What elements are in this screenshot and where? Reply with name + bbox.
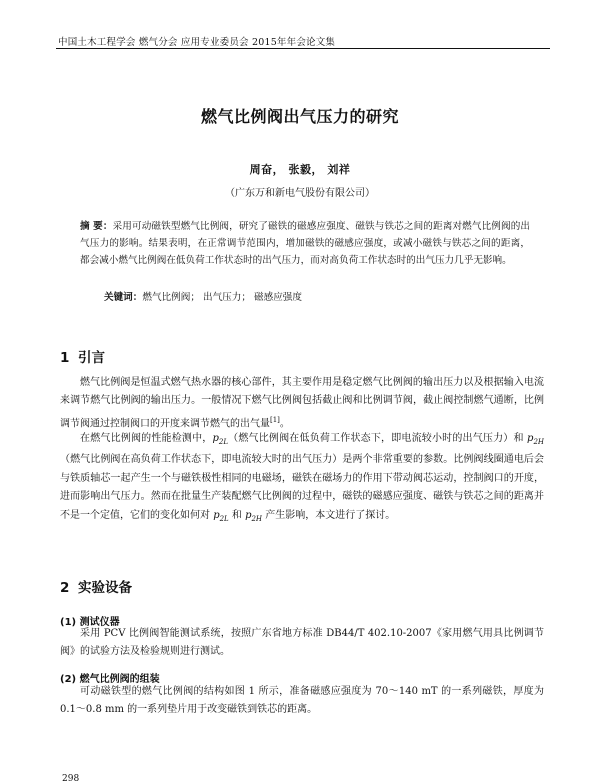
- symbol-p2l: [212, 433, 228, 444]
- symbol-p2h-base-2: p: [245, 509, 252, 521]
- intro-paragraph-2: [60, 430, 544, 528]
- assembly-paragraph: 可动磁铁型的燃气比例阀的结构如图 1 所示，准备磁感应强度为 70～140 mT 的一系列磁铁，厚度为 0.1～0.8 mm 的一系列垫片用于改变磁铁到铁芯的距离。: [60, 686, 544, 716]
- intro-paragraph-2-part-e: 产生影响，本文进行了探讨。: [262, 509, 396, 521]
- keywords: [104, 289, 524, 303]
- intro-paragraph-2-part-b: （燃气比例阀在低负荷工作状态下，即电流较小时的出气压力）和: [227, 433, 528, 444]
- symbol-p2h-base: p: [527, 433, 534, 444]
- intro-paragraph-1: [60, 374, 544, 434]
- abstract-label: 摘 要：: [80, 221, 113, 232]
- symbol-p2h-sub-2: 2H: [251, 514, 263, 523]
- symbol-p2l-sub: 2L: [218, 438, 228, 446]
- keywords-label: 关键词：: [104, 292, 143, 303]
- affiliation: （广东万和新电气股份有限公司）: [225, 188, 375, 199]
- subsection-heading-instrument: (1) 测试仪器: [60, 617, 120, 628]
- symbol-p2l-sub-2: 2L: [219, 514, 229, 523]
- author-list: 周奋， 张毅， 刘祥: [249, 163, 351, 176]
- abstract-text: 采用可动磁铁型燃气比例阀，研究了磁铁的磁感应强度、磁铁与铁芯之间的距离对燃气比例阀的出气压力的影响。结果表明，在正常调节范围内，增加磁铁的磁感应强度，或减小磁铁与铁芯之间的距离，都会减小燃气比例阀在低负荷工作状态时的出气压力，而对高负荷工作状态时的出气压力几乎无影响。: [80, 221, 531, 267]
- section-title-2: 实验设备: [78, 580, 132, 596]
- citation-ref: [1]: [270, 415, 280, 424]
- subsection-heading-assembly: (2) 燃气比例阀的组装: [60, 674, 160, 685]
- symbol-p2l-base: p: [212, 433, 219, 444]
- page-number: 298: [62, 774, 80, 784]
- keywords-text: 燃气比例阀； 出气压力； 磁感应强度: [142, 292, 302, 303]
- section-title: 引言: [78, 350, 105, 366]
- running-header: 中国土木工程学会 燃气分会 应用专业委员会 2015年年会论文集: [58, 37, 336, 48]
- intro-paragraph-2-part-c: （燃气比例阀在高负荷工作状态下，即电流较大时的出气压力）是两个非常重要的参数。比例阀线圈通电后会与铁质轴芯一起产生一个与磁铁极性相同的电磁场，磁铁在磁场力的作用下带动阀芯运动，控制阀口的开度，进而影响出气压力。然而在批量生产装配燃气比例阀的过程中，磁铁的磁感应强度、磁铁与铁芯之间的距离并不是一个定值，它们的变化如何对: [60, 454, 544, 521]
- section-heading-equipment: [60, 576, 132, 596]
- instrument-paragraph: 采用 PCV 比例阀智能测试系统，按照广东省地方标准 DB44/T 402.10-2007《家用燃气用具比例调节阀》的试验方法及检验规则进行测试。: [60, 628, 544, 658]
- symbol-p2l-2: [213, 510, 229, 521]
- section-number: 1: [60, 350, 70, 366]
- intro-paragraph-2-part-a: 在燃气比例阀的性能检测中，: [80, 433, 213, 444]
- intro-paragraph-1-end: 。: [279, 418, 290, 430]
- intro-paragraph-1-text: 燃气比例阀是恒温式燃气热水器的核心部件，其主要作用是稳定燃气比例阀的输出压力以及根据输入电流来调节燃气比例阀的输出压力。一般情况下燃气比例阀包括截止阀和比例调节阀，截止阀控制燃气通断，比例调节阀通过控制阀口的开度来调节燃气的出气量: [60, 377, 544, 430]
- symbol-p2h-sub: 2H: [533, 438, 544, 446]
- section-number-2: 2: [60, 580, 70, 596]
- abstract: [80, 218, 530, 270]
- symbol-p2h-2: [245, 510, 262, 521]
- paper-title: 燃气比例阀出气压力的研究: [200, 107, 399, 126]
- symbol-p2h: [527, 433, 544, 444]
- section-heading-introduction: [60, 346, 105, 366]
- intro-paragraph-2-part-d: 和: [228, 509, 246, 521]
- symbol-p2l-base-2: p: [213, 509, 220, 521]
- header-rule: [56, 48, 550, 49]
